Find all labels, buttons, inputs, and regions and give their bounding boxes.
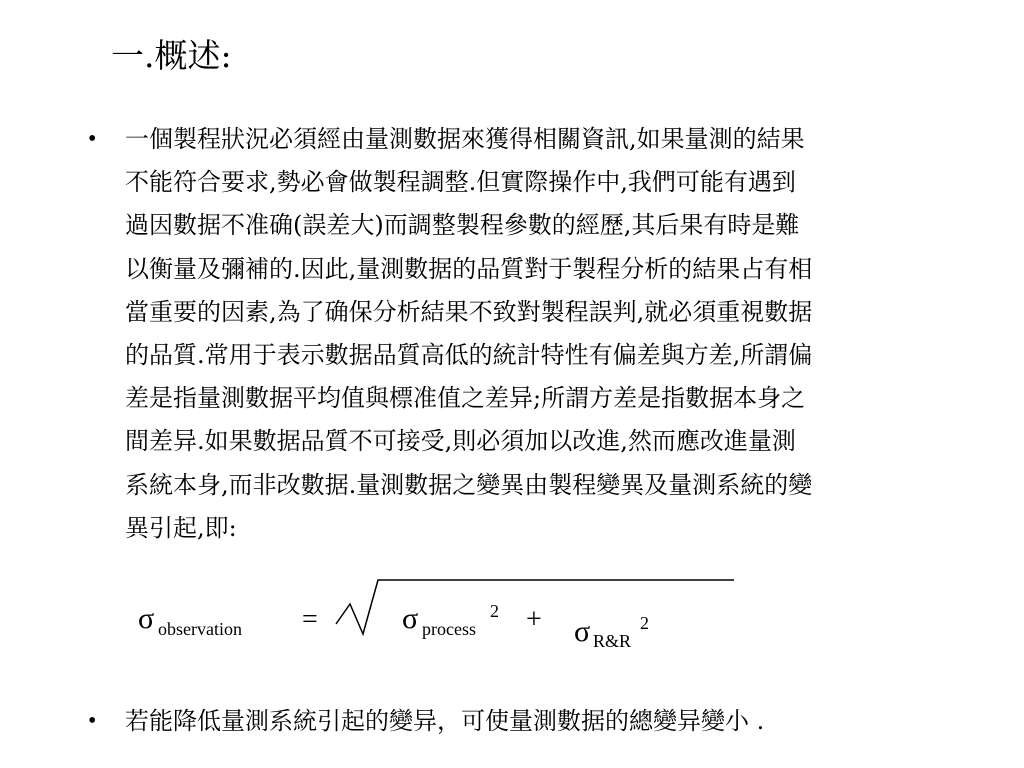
sigma-process-exponent: 2 [490,601,499,621]
text-line: 系統本身,而非改數据.量測數据之變異由製程變異及量測系統的變 [125,470,813,499]
text-line: 當重要的因素,為了确保分析結果不致對製程誤判,就必須重視數据 [125,297,813,326]
text-line: 若能降低量測系統引起的變异，可使量測數据的總變异變小 . [125,707,765,735]
sigma-process-subscript: process [422,619,476,639]
text-line: 一個製程狀況必須經由量測數据來獲得相關資訊,如果量測的結果 [125,125,805,153]
sigma-rr-symbol: σ [574,615,591,648]
plus-sign: + [526,604,542,635]
text-line: 差是指量測數据平均值與標准值之差异;所謂方差是指數据本身之 [125,384,806,413]
bullet-1-text [125,118,945,550]
text-line: 以衡量及彌補的.因此,量測數据的品質對于製程分析的結果占有相 [125,254,813,283]
bullet-2-marker: • [88,708,97,734]
sigma-rr-exponent: 2 [640,613,649,633]
text-line: 的品質.常用于表示數据品質高低的統計特性有偏差與方差,所謂偏 [125,340,813,369]
sigma-process-symbol: σ [402,602,419,635]
equals-sign: = [302,604,318,635]
text-line: 異引起,即: [125,513,237,542]
bullet-1-marker: • [88,126,97,152]
text-line: 不能符合要求,勢必會做製程調整.但實際操作中,我們可能有遇到 [125,168,796,197]
slide-title: 一.概述: [111,36,232,75]
sigma-observation-symbol: σ [138,602,155,635]
sigma-observation-subscript: observation [158,619,242,639]
sigma-rr-subscript: R&R [593,631,632,651]
bullet-2-text [125,700,945,743]
text-line: 過因數据不准确(誤差大)而調整製程參數的經歷,其后果有時是難 [125,211,800,240]
text-line: 間差异.如果數据品質不可接受,則必須加以改進,然而應改進量測 [125,427,796,456]
